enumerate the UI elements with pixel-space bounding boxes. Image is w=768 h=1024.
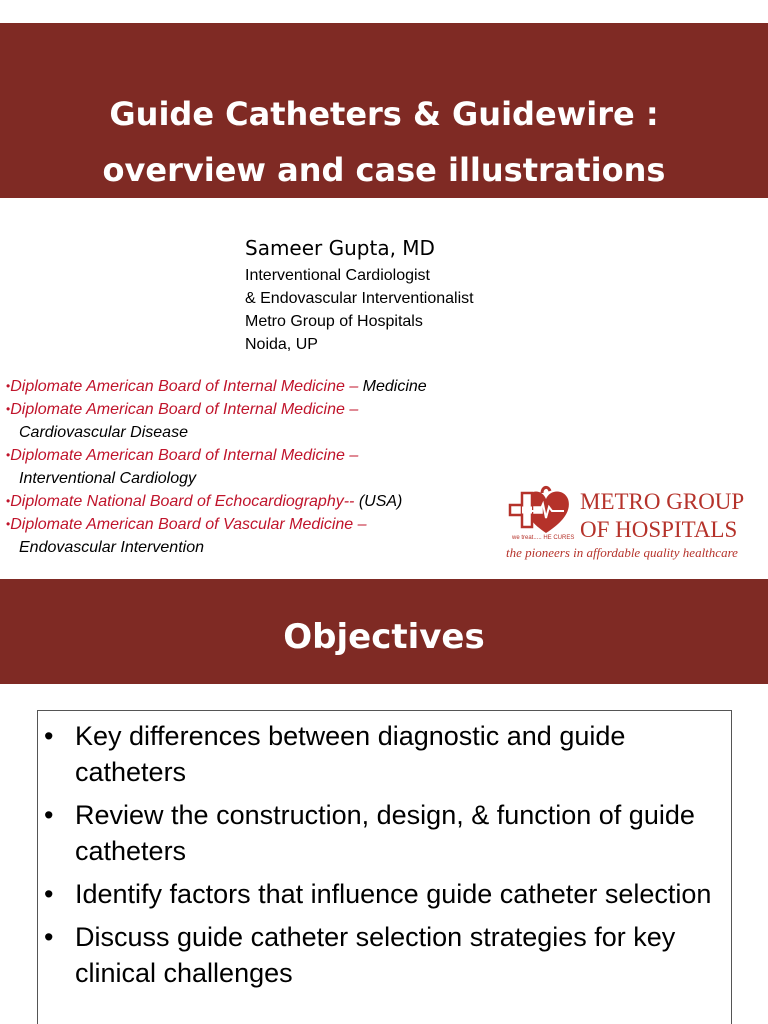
credentials-list — [6, 375, 506, 559]
objectives-banner — [0, 579, 768, 684]
bullet-icon: • — [44, 922, 54, 952]
objective-text: Key differences between diagnostic and guide catheters — [75, 721, 626, 787]
credential-field: Endovascular Intervention — [19, 539, 204, 556]
hospital-logo — [504, 483, 764, 568]
logo-slogan-small: we treat..... HE CURES — [512, 535, 575, 541]
credential-item — [6, 490, 506, 513]
author-block — [245, 232, 474, 356]
author-line: & Endovascular Interventionalist — [245, 290, 474, 307]
bullet-icon: • — [6, 448, 11, 462]
credential-field: (USA) — [358, 493, 403, 510]
author-line: Metro Group of Hospitals — [245, 313, 423, 330]
bullet-icon: • — [6, 517, 11, 531]
credential-title: Diplomate American Board of Internal Medicine – — [10, 447, 359, 464]
credential-title: Diplomate American Board of Vascular Medicine – — [10, 516, 367, 533]
bullet-icon: • — [6, 402, 11, 416]
credential-item — [6, 398, 506, 444]
credential-item — [6, 375, 506, 398]
credential-title: Diplomate National Board of Echocardiography-- — [10, 493, 359, 510]
logo-tagline: the pioneers in affordable quality healthcare — [506, 545, 738, 560]
credential-field: Medicine — [362, 378, 427, 395]
bullet-icon: • — [44, 800, 54, 830]
title-banner — [0, 23, 768, 198]
bullet-icon: • — [6, 494, 11, 508]
title-line-1: Guide Catheters & Guidewire : — [109, 95, 659, 133]
objective-text: Review the construction, design, & function of guide catheters — [75, 800, 695, 866]
logo-name — [580, 488, 744, 544]
author-line: Interventional Cardiologist — [245, 267, 430, 284]
bullet-icon: • — [44, 721, 54, 751]
bullet-icon: • — [6, 379, 11, 393]
credential-item — [6, 444, 506, 490]
author-name: Sameer Gupta, MD — [245, 236, 435, 260]
objectives-title: Objectives — [283, 617, 485, 657]
objectives-box — [37, 710, 732, 1024]
title-line-2: overview and case illustrations — [102, 151, 666, 189]
objective-item — [38, 919, 731, 991]
credential-title: Diplomate American Board of Internal Medicine – — [10, 401, 359, 418]
heart-cross-logo-icon — [508, 485, 578, 537]
logo-name-line: METRO GROUP — [580, 489, 745, 514]
credential-item — [6, 513, 506, 559]
credential-field: Interventional Cardiology — [19, 470, 196, 487]
slide-objectives — [0, 576, 768, 1024]
objectives-list — [38, 718, 731, 998]
objective-item — [38, 718, 731, 790]
objective-text: Discuss guide catheter selection strategies for key clinical challenges — [75, 922, 676, 988]
bullet-icon: • — [44, 879, 54, 909]
author-line: Noida, UP — [245, 336, 318, 353]
objective-item — [38, 797, 731, 869]
logo-name-line: OF HOSPITALS — [580, 517, 738, 542]
credential-field: Cardiovascular Disease — [19, 424, 188, 441]
objective-item — [38, 876, 731, 912]
credential-title: Diplomate American Board of Internal Medicine – — [10, 378, 363, 395]
objective-text: Identify factors that influence guide catheter selection — [75, 879, 712, 909]
